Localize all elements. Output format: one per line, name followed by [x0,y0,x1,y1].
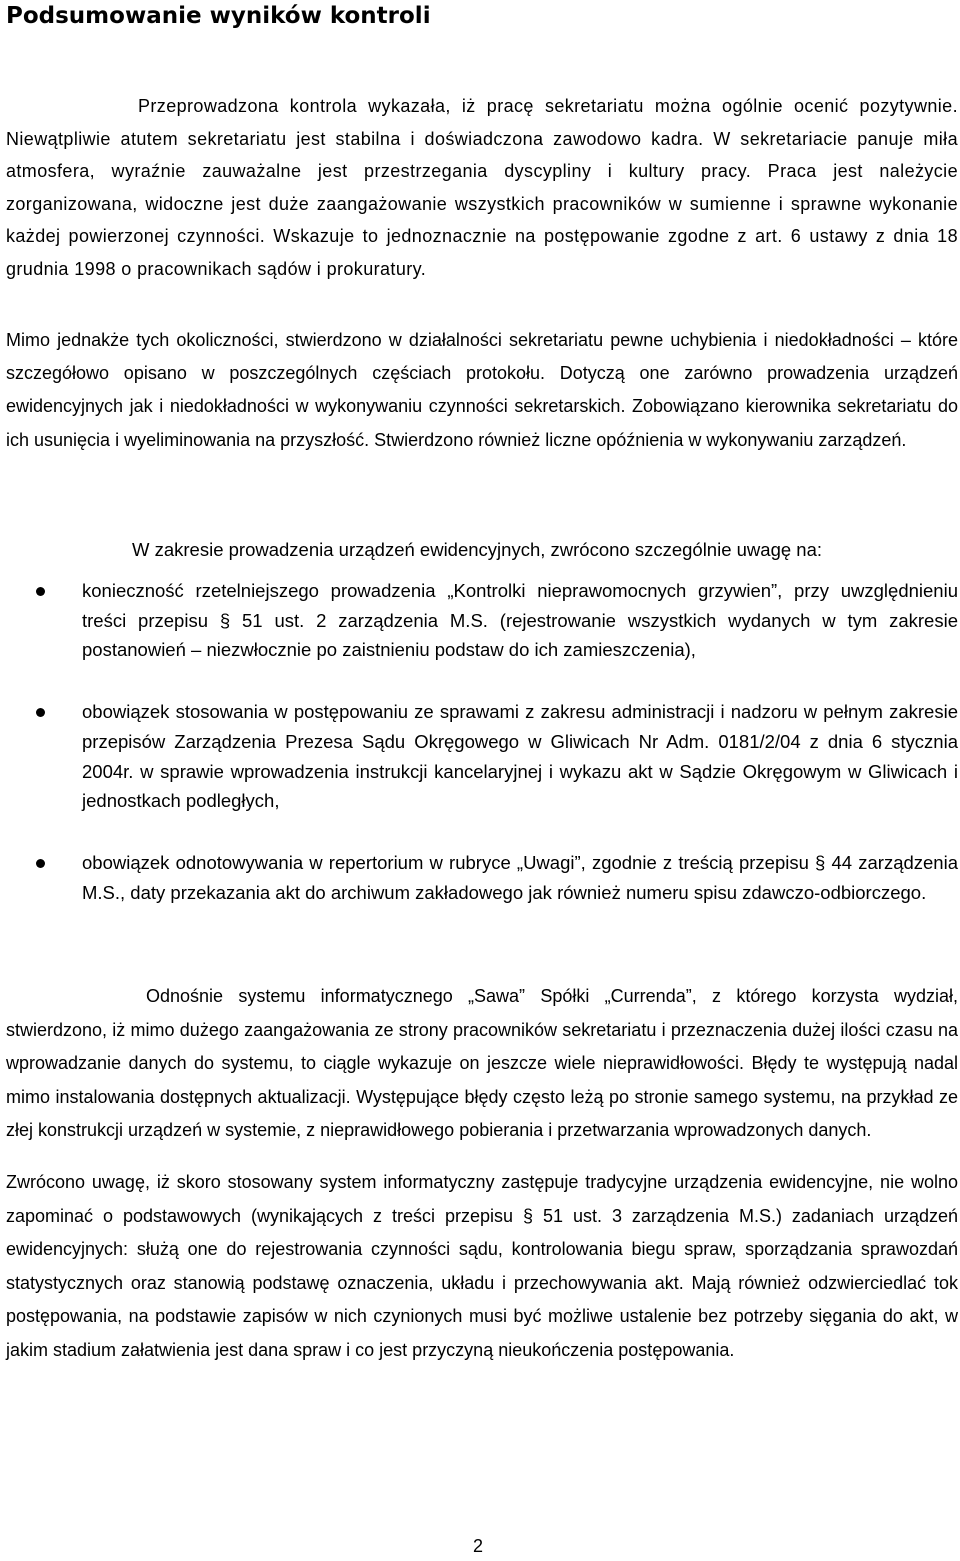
summary-paragraph-1: Przeprowadzona kontrola wykazała, iż pracę sekretariatu można ogólnie ocenić pozytywnie. Niewątpliwie atutem sekretariatu jest stabilna i doświadczona zawodowo kadra. W sekretariacie panuje miła atmosfera, wyraźnie zauważalne jest przestrzegania dyscypliny i kultury pracy. Praca jest należycie zorganizowana, widoczne jest duże zaangażowanie wszystkich pracowników w sumienne i sprawne wykonanie każdej powierzonej czynności. Wskazuje to jednoznacznie na postępowanie zgodne z art. 6 ustawy z dnia 18 grudnia 1998 o pracownikach sądów i prokuratury. [6,96,958,279]
list-item [0,848,958,907]
page-title: Podsumowanie wyników kontroli [6,3,431,29]
summary-paragraph-2: Mimo jednakże tych okoliczności, stwierdzono w działalności sekretariatu pewne uchybienia i niedokładności – które szczegółowo opisano w poszczególnych częściach protokołu. Dotyczą one zarówno prowadzenia urządzeń ewidencyjnych jak i niedokładności w wykonywaniu czynności sekretarskich. Zobowiązano kierownika sekretariatu do ich usunięcia i wyeliminowania na przyszłość. Stwierdzono również liczne opóźnienia w wykonywaniu zarządzeń. [6,330,958,450]
bullet-icon [36,587,45,596]
list-item [0,576,958,665]
page-number: 2 [473,1536,484,1556]
list-item-text: obowiązek odnotowywania w repertorium w rubryce „Uwagi”, zgodnie z treścią przepisu § 44 zarządzenia M.S., daty przekazania akt do archiwum zakładowego jak również numeru spisu zdawczo-odbiorczego. [82,851,958,903]
list-intro: W zakresie prowadzenia urządzeń ewidencyjnych, zwrócono szczególnie uwagę na: [132,539,823,560]
system-paragraph: Odnośnie systemu informatycznego „Sawa” Spółki „Currenda”, z którego korzysta wydział, stwierdzono, iż mimo dużego zaangażowania ze strony pracowników sekretariatu i przeznaczenia dużej ilości czasu na wprowadzanie danych do systemu, to ciągle wykazuje on jeszcze wiele nieprawidłowości. Błędy te występują nadal mimo instalowania dostępnych aktualizacji. Występujące błędy często leżą po stronie samego systemu, na przykład ze złej konstrukcji urządzeń w systemie, z nieprawidłowego pobierania i przetwarzania wprowadzonych danych. [6,986,958,1140]
findings-list [0,576,960,939]
list-item-text: obowiązek stosowania w postępowaniu ze sprawami z zakresu administracji i nadzoru w pełnym zakresie przepisów Zarządzenia Prezesa Sądu Okręgowego w Gliwicach Nr Adm. 0181/2/04 z dnia 6 stycznia 2004r. w sprawie wprowadzenia instrukcji kancelaryjnej i wykazu akt w Sądzie Okręgowym w Gliwicach i jednostkach podległych, [82,701,958,812]
list-item [0,697,958,816]
recommendation-paragraph: Zwrócono uwagę, iż skoro stosowany system informatyczny zastępuje tradycyjne urządzenia ewidencyjne, nie wolno zapominać o podstawowych (wynikających z treści przepisu § 51 ust. 3 zarządzenia M.S.) zadaniach urządzeń ewidencyjnych: służą one do rejestrowania czynności sądu, kontrolowania biegu spraw, sporządzania sprawozdań statystycznych oraz stanowią podstawę oznaczenia, układu i przechowywania akt. Mają również odzwierciedlać tok postępowania, na podstawie zapisów w nich czynionych musi być możliwe ustalenie bez potrzeby sięgania do akt, w jakim stadium załatwienia jest dana spraw i co jest przyczyną nieukończenia postępowania. [6,1172,958,1360]
bullet-icon [36,708,45,717]
list-item-text: konieczność rzetelniejszego prowadzenia „Kontrolki nieprawomocnych grzywien”, przy uwzględnieniu treści przepisu § 51 ust. 2 zarządzenia M.S. (rejestrowanie wszystkich wydanych w tym zakresie postanowień – niezwłocznie po zaistnieniu podstaw do ich zamieszczenia), [82,580,958,661]
bullet-icon [36,859,45,868]
